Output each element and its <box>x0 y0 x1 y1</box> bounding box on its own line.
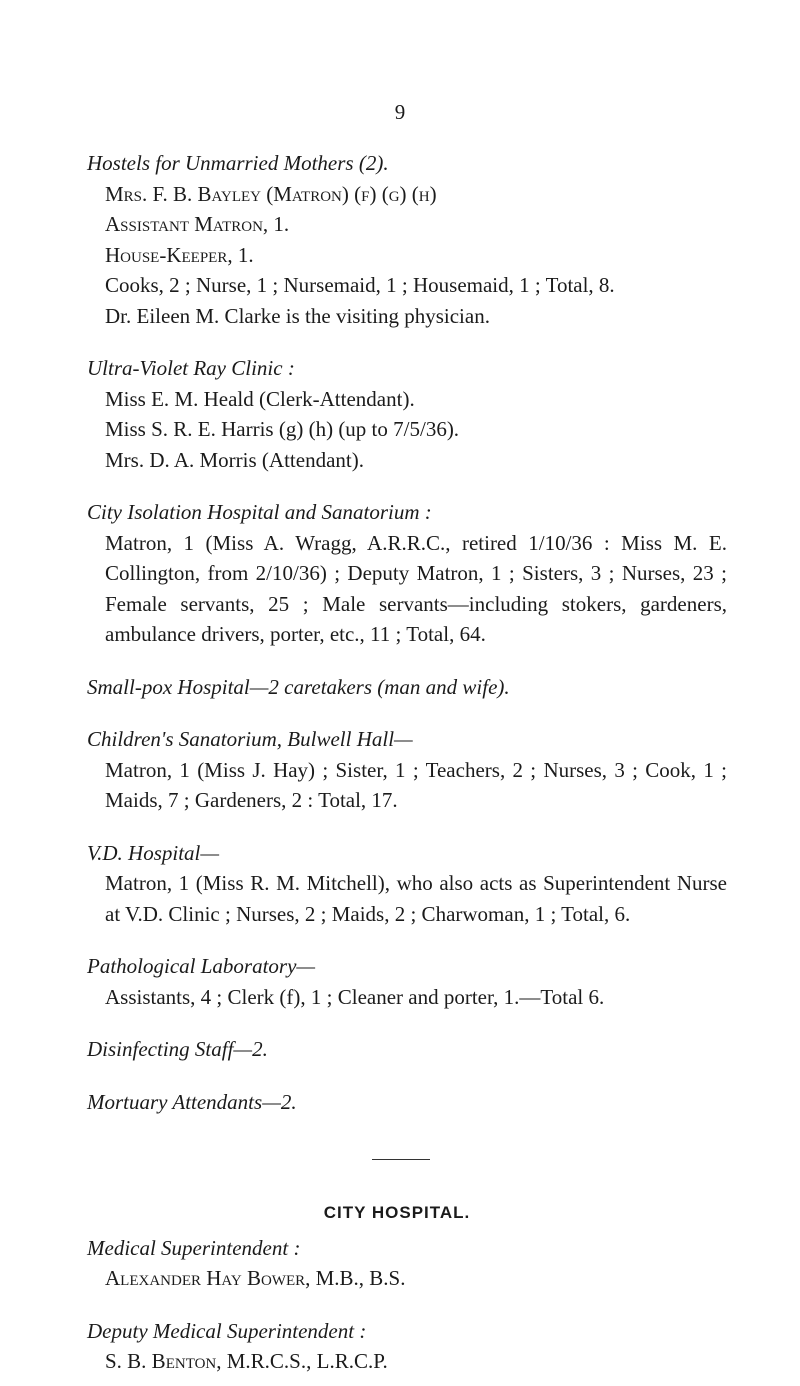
staff-line: Mrs. D. A. Morris (Attendant). <box>105 447 364 472</box>
staff-paragraph: Matron, 1 (Miss A. Wragg, A.R.R.C., retired 1/10/36 : Miss M. E. Collington, from 2/10/36) ; Deputy Matron, 1 ; Sisters, 3 ; Nurses, 23 ; Female servants, 25 ; Male servants—including stokers, gardeners, ambulance drivers, porter, etc., 11 ; Total, 64. <box>105 530 727 646</box>
section-heading: V.D. Hospital— <box>87 840 220 865</box>
section-vd-hospital <box>87 838 727 930</box>
page-content <box>87 148 727 1377</box>
section-heading: Disinfecting Staff—2. <box>87 1037 268 1061</box>
staff-line: Cooks, 2 ; Nurse, 1 ; Nursemaid, 1 ; Housemaid, 1 ; Total, 8. <box>105 273 615 297</box>
section-hostels <box>87 148 727 331</box>
section-heading: Medical Superintendent : <box>87 1235 301 1260</box>
page-number: 9 <box>394 100 406 124</box>
section-small-pox-hospital <box>87 672 727 703</box>
section-divider <box>372 1159 430 1160</box>
staff-line: Dr. Eileen M. Clarke is the visiting physician. <box>105 303 490 328</box>
staff-paragraph: Assistants, 4 ; Clerk (f), 1 ; Cleaner and porter, 1.—Total 6. <box>105 984 605 1009</box>
staff-paragraph: Matron, 1 (Miss J. Hay) ; Sister, 1 ; Teachers, 2 ; Nurses, 3 ; Cook, 1 ; Maids, 7 ; Gardeners, 2 : Total, 17. <box>105 757 727 812</box>
section-heading: Children's Sanatorium, Bulwell Hall— <box>87 727 413 751</box>
staff-line: Alexander Hay Bower, M.B., B.S. <box>105 1266 406 1290</box>
section-pathological-laboratory <box>87 951 727 1012</box>
section-city-isolation-hospital <box>87 497 727 650</box>
staff-line: S. B. Benton, M.R.C.S., L.R.C.P. <box>105 1349 388 1373</box>
section-heading: Ultra-Violet Ray Clinic : <box>87 356 295 380</box>
section-heading: Pathological Laboratory— <box>87 954 316 978</box>
staff-line: House-Keeper, 1. <box>105 242 254 267</box>
section-heading: Deputy Medical Superintendent : <box>87 1318 367 1343</box>
section-deputy-medical-superintendent <box>87 1316 727 1377</box>
section-childrens-sanatorium <box>87 724 727 816</box>
staff-line: Mrs. F. B. Bayley (Matron) (f) (g) (h) <box>105 181 437 206</box>
section-ultra-violet-clinic <box>87 353 727 475</box>
staff-paragraph: Matron, 1 (Miss R. M. Mitchell), who also acts as Superintendent Nurse at V.D. Clinic ; Nurses, 2 ; Maids, 2 ; Charwoman, 1 ; Total, 6. <box>105 871 727 926</box>
section-disinfecting-staff <box>87 1034 727 1065</box>
staff-line: Miss E. M. Heald (Clerk-Attendant). <box>105 386 415 411</box>
section-medical-superintendent <box>87 1233 727 1294</box>
staff-line: Miss S. R. E. Harris (g) (h) (up to 7/5/36). <box>105 417 460 441</box>
city-hospital-title: CITY HOSPITAL. <box>323 1203 471 1222</box>
section-heading: Small-pox Hospital—2 caretakers (man and wife). <box>87 674 510 699</box>
section-heading: Hostels for Unmarried Mothers (2). <box>87 151 389 175</box>
section-heading: Mortuary Attendants—2. <box>87 1089 297 1114</box>
section-heading: City Isolation Hospital and Sanatorium : <box>87 500 432 524</box>
section-mortuary-attendants <box>87 1087 727 1118</box>
staff-line: Assistant Matron, 1. <box>105 212 290 236</box>
